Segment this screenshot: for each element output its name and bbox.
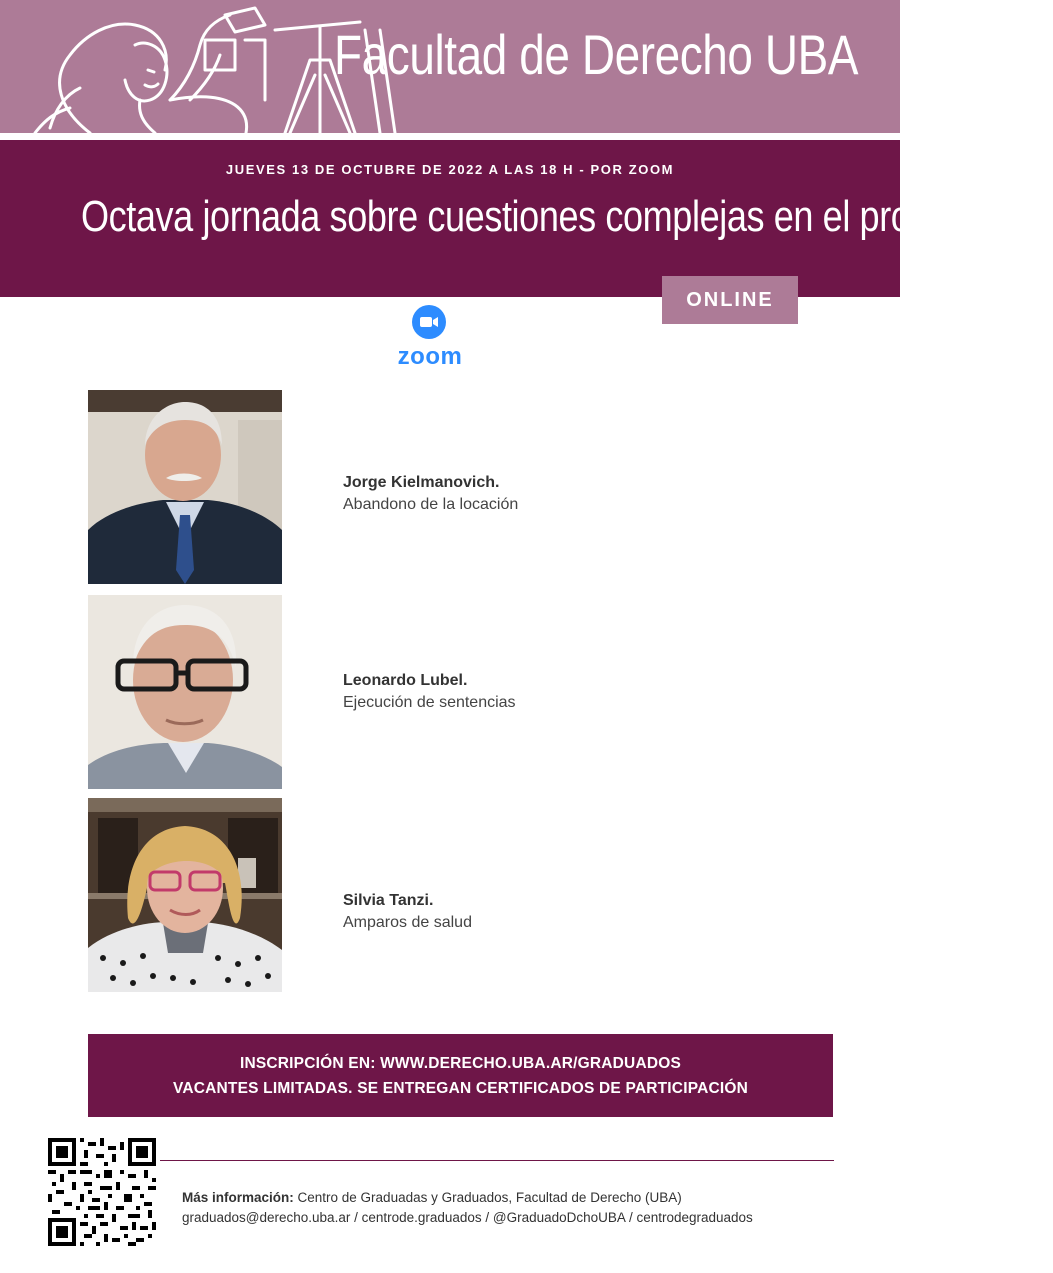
registration-link-line[interactable]: INSCRIPCIÓN EN: WWW.DERECHO.UBA.AR/GRADUADOS [239, 1054, 682, 1072]
speaker-photo-kielmanovich [88, 390, 282, 584]
speaker-topic: Ejecución de sentencias [343, 694, 516, 711]
speaker-info-1 [343, 472, 743, 516]
zoom-camera-icon [412, 305, 446, 339]
event-band [0, 140, 1053, 297]
registration-band [88, 1034, 833, 1117]
qr-code-icon[interactable] [48, 1138, 156, 1246]
info-label: Más información: [182, 1190, 294, 1205]
event-title: Octava jornada sobre cuestiones complejas en el proceso civil [81, 192, 1053, 241]
speaker-info-2 [343, 670, 743, 714]
faculty-title: Facultad de Derecho UBA [333, 23, 858, 86]
speaker-topic: Amparos de salud [343, 914, 472, 931]
contact-links[interactable]: graduados@derecho.uba.ar / centrode.graduados / @GraduadoDchoUBA / centrodegraduados [182, 1210, 753, 1225]
online-badge: ONLINE [662, 276, 798, 324]
header-band [0, 0, 900, 133]
speaker-name: Jorge Kielmanovich. [343, 474, 500, 491]
registration-note: VACANTES LIMITADAS. SE ENTREGAN CERTIFICADOS DE PARTICIPACIÓN [172, 1079, 749, 1097]
speaker-topic: Abandono de la locación [343, 496, 519, 513]
speaker-name: Leonardo Lubel. [343, 672, 468, 689]
footer-divider [160, 1160, 834, 1161]
speaker-photo-lubel [88, 595, 282, 789]
speaker-info-3 [343, 890, 743, 934]
speaker-name: Silvia Tanzi. [343, 892, 434, 909]
info-text: Centro de Graduadas y Graduados, Facultad de Derecho (UBA) [293, 1190, 682, 1205]
zoom-logo [384, 305, 476, 371]
zoom-wordmark: zoom [397, 343, 463, 370]
event-date: JUEVES 13 DE OCTUBRE DE 2022 A LAS 18 H - POR ZOOM [225, 162, 675, 177]
speaker-photo-tanzi [88, 798, 282, 992]
footer-info [182, 1188, 753, 1228]
info-line [182, 1188, 753, 1208]
